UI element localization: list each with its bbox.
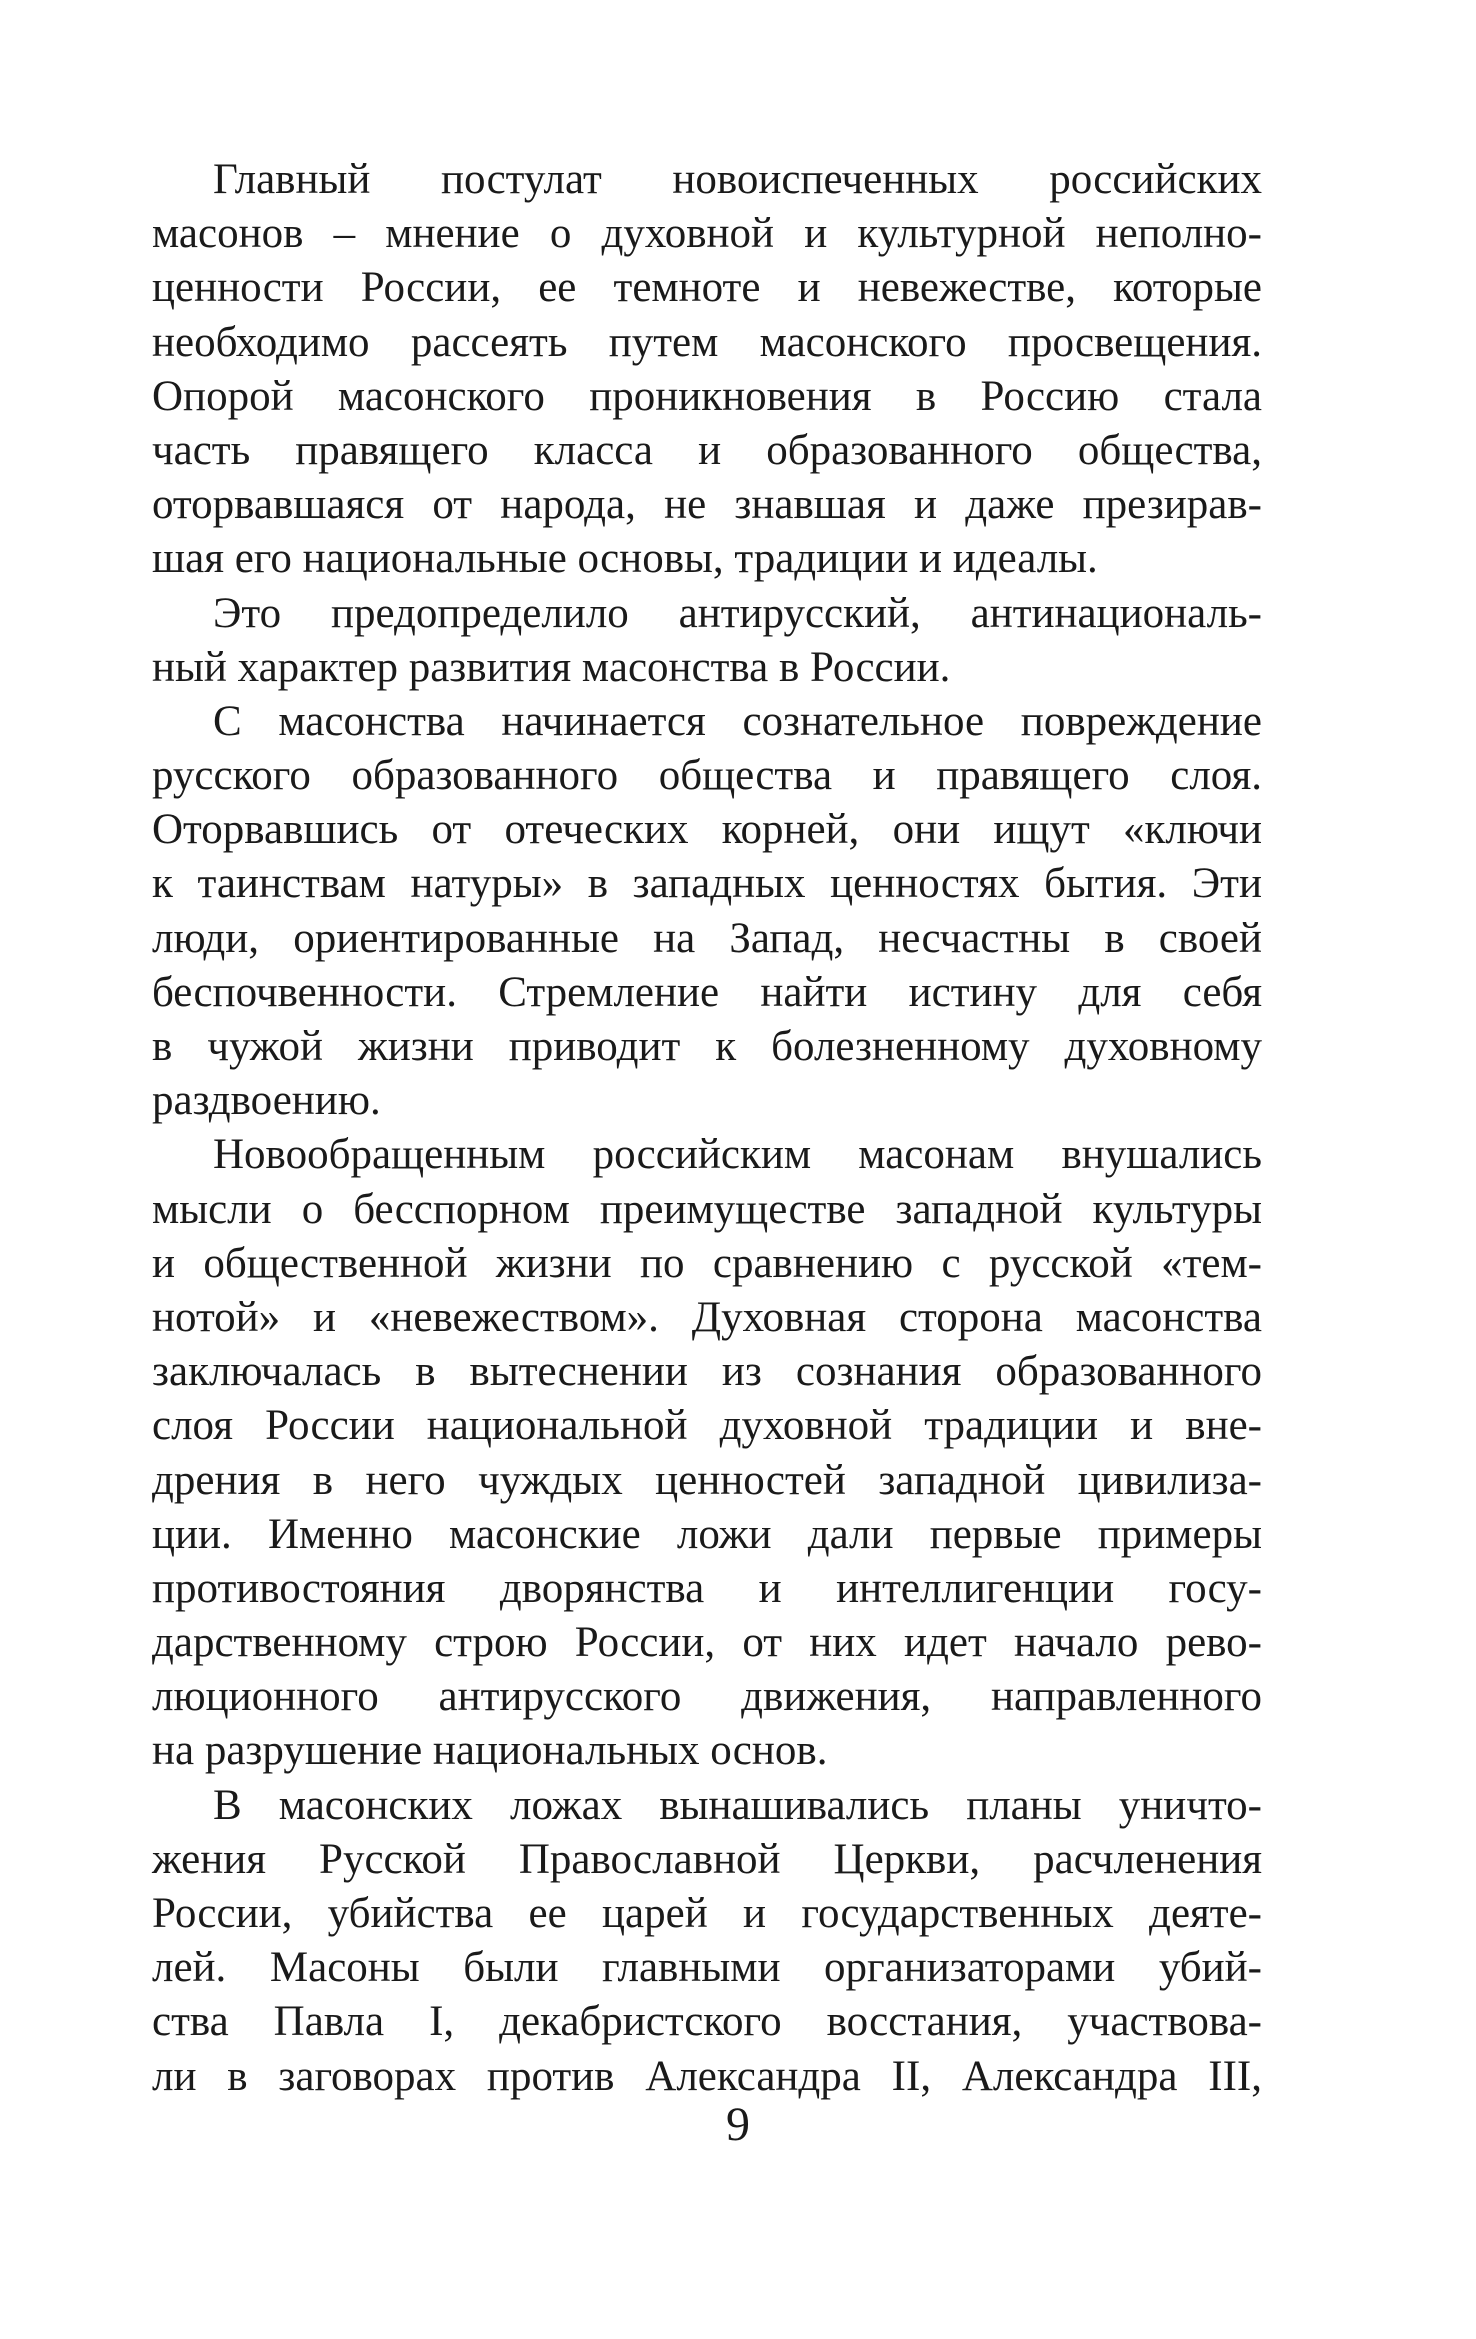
text-line: Новообращенным российским масонам внушались xyxy=(213,1131,1262,1179)
paragraph xyxy=(152,153,1262,587)
text-line: раздвоению. xyxy=(152,1077,381,1125)
text-line: часть правящего класса и образованного общества, xyxy=(152,426,1262,474)
paragraph xyxy=(152,695,1262,1129)
text-line: ли в заговорах против Александра II, Александра III, xyxy=(152,2052,1262,2100)
paragraph xyxy=(152,1128,1262,1778)
text-line: дарственному строю России, от них идет начало рево- xyxy=(152,1619,1262,1667)
text-line: Это предопределило антирусский, антинациональ- xyxy=(213,589,1262,637)
text-line: к таинствам натуры» в западных ценностях бытия. Эти xyxy=(152,860,1262,908)
text-line: необходимо рассеять путем масонского просвещения. xyxy=(152,318,1262,366)
text-line: и общественной жизни по сравнению с русской «тем- xyxy=(152,1239,1262,1287)
text-line: русского образованного общества и правящего слоя. xyxy=(152,752,1262,800)
text-line: ства Павла I, декабристского восстания, участвова- xyxy=(152,1998,1262,2046)
text-line: шая его национальные основы, традиции и идеалы. xyxy=(152,535,1098,583)
text-line: С масонства начинается сознательное повреждение xyxy=(213,697,1262,745)
text-line: беспочвенности. Стремление найти истину для себя xyxy=(152,968,1262,1016)
text-line: Опорой масонского проникновения в Россию стала xyxy=(152,372,1262,420)
text-line: противостояния дворянства и интеллигенции госу- xyxy=(152,1564,1262,1612)
text-line: оторвавшаяся от народа, не знавшая и даже презирав- xyxy=(152,481,1262,529)
text-line: Главный постулат новоиспеченных российских xyxy=(213,156,1262,203)
text-line: в чужой жизни приводит к болезненному духовному xyxy=(152,1023,1262,1070)
text-line: заключалась в вытеснении из сознания образованного xyxy=(152,1348,1262,1396)
text-line: ции. Именно масонские ложи дали первые примеры xyxy=(152,1510,1262,1558)
text-line: дрения в него чуждых ценностей западной цивилиза- xyxy=(152,1456,1262,1504)
text-line: ный характер развития масонства в России. xyxy=(152,643,951,691)
page-number: 9 xyxy=(726,2098,750,2151)
text-line: В масонских ложах вынашивались планы уничто- xyxy=(213,1781,1262,1829)
text-line: слоя России национальной духовной традиции и вне- xyxy=(152,1402,1262,1450)
text-line: люционного антирусского движения, направленного xyxy=(152,1673,1262,1721)
body-text xyxy=(152,153,1262,2104)
text-line: лей. Масоны были главными организаторами убий- xyxy=(152,1944,1262,1992)
text-line: России, убийства ее царей и государственных деяте- xyxy=(152,1890,1262,1937)
text-line: жения Русской Православной Церкви, расчленения xyxy=(152,1835,1262,1883)
text-line: люди, ориентированные на Запад, несчастны в своей xyxy=(152,914,1262,962)
paragraph xyxy=(152,1779,1262,2104)
text-line: ценности России, ее темноте и невежестве, которые xyxy=(152,264,1262,312)
text-line: Оторвавшись от отеческих корней, они ищут «ключи xyxy=(152,806,1262,854)
paragraph xyxy=(152,587,1262,695)
text-line: мысли о бесспорном преимуществе западной культуры xyxy=(152,1185,1262,1233)
text-line: нотой» и «невежеством». Духовная сторона масонства xyxy=(152,1293,1262,1341)
text-line: масонов – мнение о духовной и культурной неполно- xyxy=(152,210,1262,258)
text-line: на разрушение национальных основ. xyxy=(152,1727,828,1775)
